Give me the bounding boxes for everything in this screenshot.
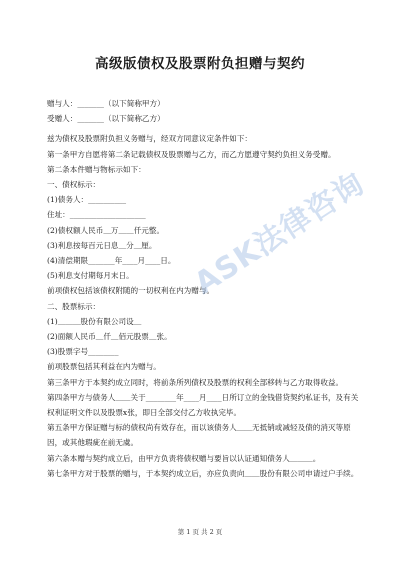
section-stock-heading: 二、股票标示： <box>47 301 101 311</box>
section-claim-heading: 一、债权标示： <box>47 180 101 190</box>
claim-note: 前项债权包括该债权附随的一切权利在内为赠与。 <box>47 286 215 296</box>
article-1: 第一条甲方自愿将第二条记载债权及股票赠与乙方，而乙方愿遵守契约负担义务受赠。 <box>47 149 336 159</box>
claim-item-1: (1)债务人：__________ <box>47 195 127 205</box>
preamble: 兹为债权及股票附负担义务赠与，经双方同意议定条件如下： <box>47 134 253 144</box>
donor-line: 赠与人：_______（以下简称甲方） <box>47 99 165 108</box>
page-number: 第 1 页 共 2 页 <box>177 528 223 536</box>
claim-item-2: (2)债权额人民币＿万＿＿仟元整。 <box>47 225 165 235</box>
article-5: 第五条甲方保证赠与标的债权尚有效存在，而以该债务人＿＿无抵销或减轻及债的消灭等原因，或其他瑕疵在前无虞。 <box>47 423 351 448</box>
stock-note: 前项股票包括其利益在内为赠与。 <box>47 362 161 372</box>
article-7: 第七条甲方对于股票的赠与，于本契约成立后，亦应负责向＿＿股份有限公司申请过户手续。 <box>47 468 359 478</box>
donee-line: 受赠人：_______（以下简称乙方） <box>47 114 165 124</box>
article-2: 第二条本件赠与物标示如下： <box>47 164 146 174</box>
stock-item-2: (2)面额人民币＿仟＿佰元股票＿张。 <box>47 332 172 342</box>
claim-item-5: (5)利息支付期每月末日。 <box>47 271 134 281</box>
claim-item-4: (4)清偿期限_______年____月____日。 <box>47 256 176 266</box>
watermark: ASK法律咨询 <box>188 166 372 302</box>
document-title: 高级版债权及股票附负担赠与契约 <box>95 56 305 72</box>
article-4: 第四条甲方与债务人＿＿关于________年____月____日所订立的金钱借贷契约私证书，及有关权利证明文件以及股票x张，即日全部交付乙方收执完毕。 <box>47 392 359 418</box>
claim-address: 住址：____________________ <box>47 210 146 220</box>
stock-item-1: (1)＿＿＿股份有限公司设＿ <box>47 316 142 326</box>
claim-item-3: (3)利息按每百元日息＿分＿厘。 <box>47 240 157 250</box>
article-3: 第三条甲方于本契约成立同时，将前条所列债权及股票的权利全部移转与乙方取得收益。 <box>47 377 344 387</box>
article-6: 第六条本赠与契约成立后，由甲方负责将债权赠与要旨以认证通知债务人＿＿＿。 <box>47 453 321 463</box>
stock-item-3: (3)股票字号________ <box>47 347 119 357</box>
